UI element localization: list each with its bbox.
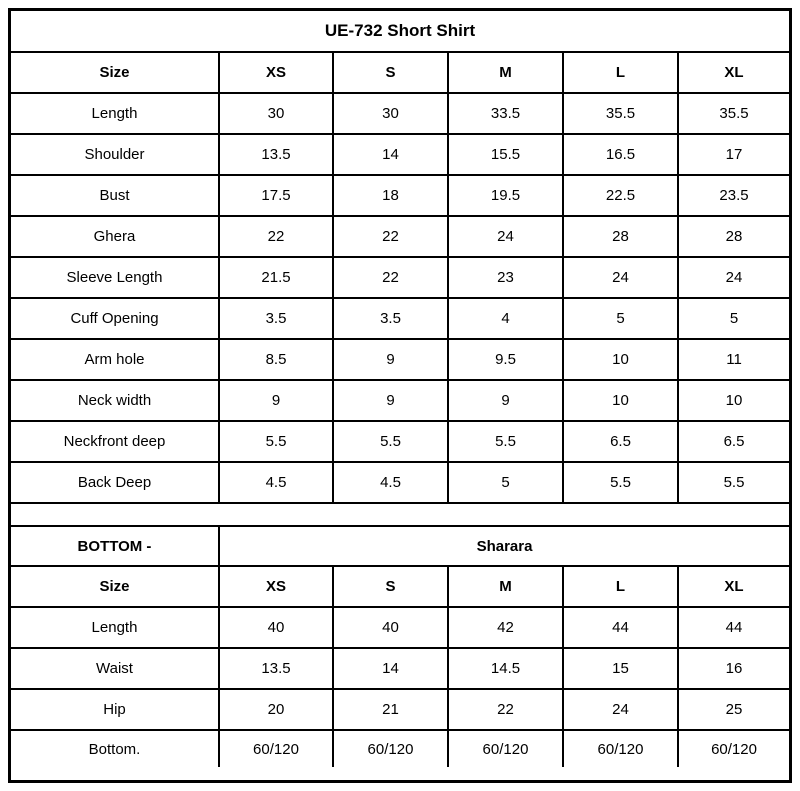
measurement-value: 22 <box>333 257 448 298</box>
measurement-value: 14 <box>333 648 448 689</box>
shirt-size-header-row <box>11 52 789 93</box>
measurement-value: 14 <box>333 134 448 175</box>
size-header-cell: L <box>563 566 678 607</box>
chart-title: UE-732 Short Shirt <box>11 11 789 52</box>
chart-title-row <box>11 11 789 52</box>
measurement-value: 21 <box>333 689 448 730</box>
measurement-value: 9 <box>333 339 448 380</box>
measurement-value: 9.5 <box>448 339 563 380</box>
bottom-label: BOTTOM - <box>11 526 219 566</box>
measurement-label: Neck width <box>11 380 219 421</box>
size-header-cell: L <box>563 52 678 93</box>
measurement-label: Bottom. <box>11 730 219 767</box>
measurement-value: 14.5 <box>448 648 563 689</box>
measurement-value: 35.5 <box>563 93 678 134</box>
size-header-label: Size <box>11 52 219 93</box>
size-header-cell: M <box>448 52 563 93</box>
table-row <box>11 462 789 503</box>
measurement-value: 5.5 <box>563 462 678 503</box>
measurement-label: Cuff Opening <box>11 298 219 339</box>
measurement-label: Neckfront deep <box>11 421 219 462</box>
measurement-value: 9 <box>448 380 563 421</box>
table-row <box>11 648 789 689</box>
measurement-value: 11 <box>678 339 789 380</box>
table-row <box>11 689 789 730</box>
measurement-value: 5 <box>448 462 563 503</box>
measurement-value: 60/120 <box>448 730 563 767</box>
spacer-cell <box>11 503 789 526</box>
measurement-value: 25 <box>678 689 789 730</box>
measurement-value: 20 <box>219 689 333 730</box>
measurement-value: 3.5 <box>219 298 333 339</box>
table-row <box>11 298 789 339</box>
measurement-label: Ghera <box>11 216 219 257</box>
measurement-value: 35.5 <box>678 93 789 134</box>
measurement-label: Hip <box>11 689 219 730</box>
size-header-cell: XS <box>219 566 333 607</box>
measurement-value: 60/120 <box>678 730 789 767</box>
table-row <box>11 380 789 421</box>
table-row <box>11 339 789 380</box>
measurement-value: 5 <box>678 298 789 339</box>
measurement-value: 28 <box>563 216 678 257</box>
measurement-value: 13.5 <box>219 134 333 175</box>
measurement-label: Back Deep <box>11 462 219 503</box>
table-row <box>11 175 789 216</box>
measurement-value: 22 <box>448 689 563 730</box>
measurement-value: 24 <box>563 689 678 730</box>
measurement-value: 23.5 <box>678 175 789 216</box>
measurement-value: 3.5 <box>333 298 448 339</box>
measurement-value: 30 <box>333 93 448 134</box>
measurement-value: 15.5 <box>448 134 563 175</box>
size-chart-table <box>11 11 789 767</box>
measurement-value: 17.5 <box>219 175 333 216</box>
size-header-cell: XS <box>219 52 333 93</box>
measurement-value: 6.5 <box>678 421 789 462</box>
measurement-value: 44 <box>563 607 678 648</box>
bottom-title-row <box>11 526 789 566</box>
measurement-value: 9 <box>333 380 448 421</box>
measurement-value: 4.5 <box>219 462 333 503</box>
measurement-value: 60/120 <box>219 730 333 767</box>
size-header-cell: XL <box>678 52 789 93</box>
measurement-value: 42 <box>448 607 563 648</box>
measurement-value: 18 <box>333 175 448 216</box>
measurement-value: 24 <box>678 257 789 298</box>
measurement-value: 5.5 <box>219 421 333 462</box>
table-row <box>11 93 789 134</box>
measurement-value: 60/120 <box>563 730 678 767</box>
size-header-cell: S <box>333 52 448 93</box>
size-header-cell: S <box>333 566 448 607</box>
measurement-label: Length <box>11 607 219 648</box>
measurement-value: 28 <box>678 216 789 257</box>
bottom-style: Sharara <box>219 526 789 566</box>
measurement-label: Arm hole <box>11 339 219 380</box>
measurement-value: 10 <box>563 339 678 380</box>
measurement-value: 4.5 <box>333 462 448 503</box>
measurement-value: 13.5 <box>219 648 333 689</box>
measurement-value: 24 <box>563 257 678 298</box>
measurement-value: 17 <box>678 134 789 175</box>
measurement-value: 10 <box>678 380 789 421</box>
section-spacer <box>11 503 789 526</box>
size-chart <box>8 8 792 783</box>
table-row <box>11 257 789 298</box>
size-header-cell: XL <box>678 566 789 607</box>
size-header-cell: M <box>448 566 563 607</box>
measurement-value: 21.5 <box>219 257 333 298</box>
measurement-value: 40 <box>219 607 333 648</box>
measurement-label: Length <box>11 93 219 134</box>
measurement-value: 22.5 <box>563 175 678 216</box>
measurement-label: Shoulder <box>11 134 219 175</box>
measurement-label: Sleeve Length <box>11 257 219 298</box>
measurement-value: 23 <box>448 257 563 298</box>
bottom-size-header-row <box>11 566 789 607</box>
measurement-value: 44 <box>678 607 789 648</box>
table-row <box>11 134 789 175</box>
measurement-value: 22 <box>333 216 448 257</box>
measurement-value: 60/120 <box>333 730 448 767</box>
measurement-value: 5.5 <box>448 421 563 462</box>
table-row <box>11 730 789 767</box>
measurement-value: 8.5 <box>219 339 333 380</box>
measurement-value: 5.5 <box>678 462 789 503</box>
measurement-value: 5.5 <box>333 421 448 462</box>
measurement-value: 16 <box>678 648 789 689</box>
measurement-value: 6.5 <box>563 421 678 462</box>
measurement-value: 33.5 <box>448 93 563 134</box>
measurement-value: 16.5 <box>563 134 678 175</box>
measurement-value: 19.5 <box>448 175 563 216</box>
table-row <box>11 216 789 257</box>
size-header-label: Size <box>11 566 219 607</box>
table-row <box>11 421 789 462</box>
measurement-value: 15 <box>563 648 678 689</box>
measurement-value: 30 <box>219 93 333 134</box>
measurement-value: 10 <box>563 380 678 421</box>
measurement-label: Waist <box>11 648 219 689</box>
measurement-label: Bust <box>11 175 219 216</box>
measurement-value: 40 <box>333 607 448 648</box>
measurement-value: 4 <box>448 298 563 339</box>
measurement-value: 5 <box>563 298 678 339</box>
measurement-value: 24 <box>448 216 563 257</box>
measurement-value: 22 <box>219 216 333 257</box>
measurement-value: 9 <box>219 380 333 421</box>
table-row <box>11 607 789 648</box>
